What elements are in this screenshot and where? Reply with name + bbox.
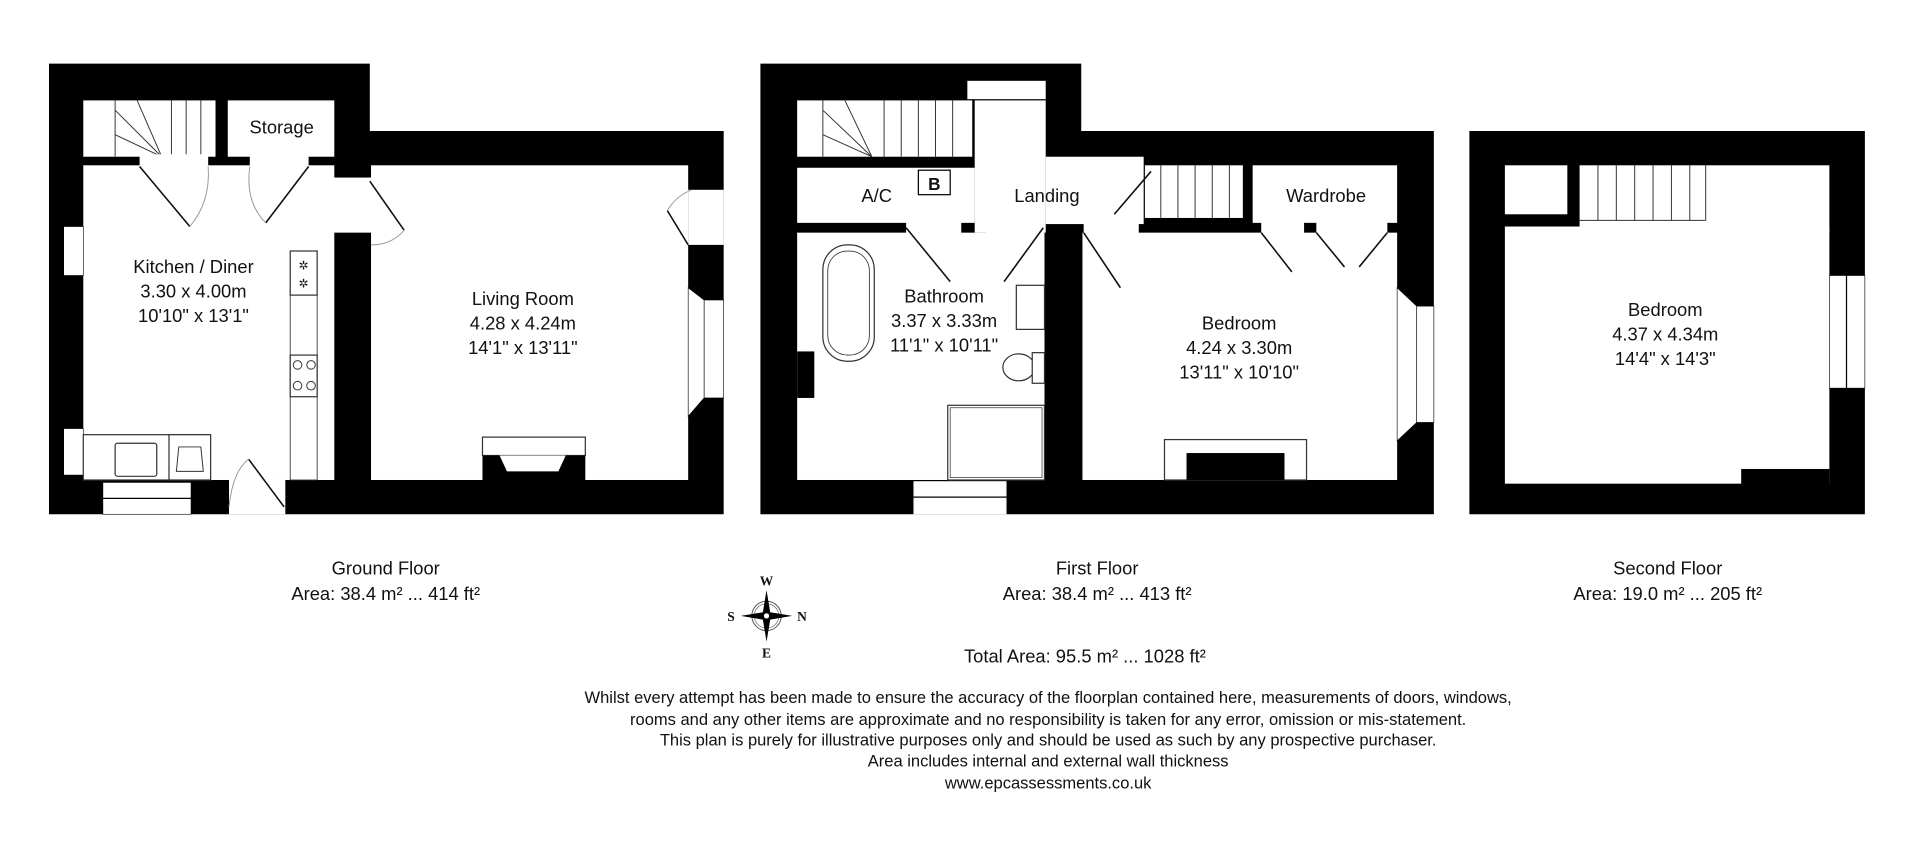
kitchen-living-doorway [328, 178, 377, 233]
toilet-icon [1003, 354, 1035, 381]
ground-floor-plan [49, 64, 724, 515]
window [64, 429, 84, 476]
second-floor-plan [1469, 131, 1865, 514]
first-floor-plan [760, 64, 1433, 515]
second-floor-title: Second Floor [1613, 557, 1723, 579]
window [1417, 306, 1434, 422]
room-label: Bedroom [1628, 298, 1703, 320]
bath-icon [823, 245, 874, 361]
room-metric: 3.37 x 3.33m [891, 309, 998, 331]
room-imperial: 10'10" x 13'1" [138, 305, 249, 327]
disclaimer-line: Area includes internal and external wall thickness [867, 751, 1229, 771]
storage-door-gap [250, 154, 309, 166]
compass-n: N [797, 608, 807, 624]
door-gaps [1316, 220, 1387, 235]
door-gaps [1261, 220, 1304, 235]
door-gaps [906, 220, 961, 235]
landing [975, 100, 1046, 232]
room-imperial: 14'4" x 14'3" [1614, 347, 1716, 369]
ground-floor-title: Ground Floor [331, 557, 440, 579]
window [704, 300, 724, 398]
stairs-door-gap [140, 154, 209, 166]
washing-machine-icon [169, 435, 211, 480]
room-label: Landing [1014, 185, 1080, 207]
compass-s: S [727, 608, 735, 624]
window [64, 227, 84, 276]
room-imperial: 13'11" x 10'10" [1179, 361, 1300, 383]
room-label: Bedroom [1201, 312, 1277, 334]
shower-icon [948, 405, 1045, 480]
ground-floor-area: Area: 38.4 m² ... 414 ft² [291, 582, 481, 604]
boiler-label: B [928, 173, 941, 194]
bedroom [1580, 165, 1830, 232]
sink-icon [115, 443, 157, 476]
door-gaps [1084, 220, 1139, 235]
room-metric: 4.37 x 4.34m [1612, 323, 1719, 345]
wall-stub [797, 351, 814, 398]
stairs-area [797, 100, 972, 156]
room-label: Wardrobe [1286, 185, 1367, 207]
room-metric: 3.30 x 4.00m [140, 280, 247, 302]
window [967, 81, 1045, 99]
room-metric: 4.24 x 3.30m [1186, 336, 1293, 358]
disclaimer-line: rooms and any other items are approximate and no responsibility is taken for any error, omission or mis-statement. [630, 709, 1467, 729]
room-imperial: 14'1" x 13'11" [468, 336, 578, 358]
room-imperial: 11'1" x 10'11" [889, 334, 999, 356]
compass-icon [727, 573, 807, 660]
disclaimer-line: Whilst every attempt has been made to ensure the accuracy of the floorplan contained here, measurements of doors, windows, [584, 687, 1512, 707]
basin-icon [1016, 285, 1044, 329]
fireplace-hearth [482, 437, 585, 455]
room-label: Kitchen / Diner [133, 256, 254, 278]
wall-nib [1741, 469, 1829, 486]
stairs-area [1145, 165, 1243, 218]
eaves-cupboard [1505, 165, 1567, 214]
room-label: Living Room [471, 287, 574, 309]
window-reveal [1397, 288, 1417, 441]
window-reveal [688, 288, 704, 417]
compass-e: E [762, 645, 772, 661]
room-metric: 4.28 x 4.24m [469, 312, 576, 334]
second-floor-area: Area: 19.0 m² ... 205 ft² [1573, 582, 1763, 604]
website-link[interactable]: www.epcassessments.co.uk [944, 773, 1152, 793]
total-area: Total Area: 95.5 m² ... 1028 ft² [963, 645, 1206, 667]
snowflake-icon: ✲ [298, 276, 309, 291]
snowflake-icon: ✲ [298, 258, 309, 273]
chimney-breast [1187, 453, 1285, 480]
room-label: A/C [861, 185, 893, 207]
compass-w: W [759, 573, 774, 589]
room-label: Bathroom [904, 285, 984, 307]
living-door-gap [688, 190, 724, 245]
first-floor-area: Area: 38.4 m² ... 413 ft² [1002, 582, 1192, 604]
room-label: Storage [249, 116, 314, 138]
disclaimer-line: This plan is purely for illustrative purposes only and should be used as such by any prospective purchaser. [659, 730, 1437, 750]
door-gaps [986, 220, 1044, 235]
first-floor-title: First Floor [1055, 557, 1139, 579]
